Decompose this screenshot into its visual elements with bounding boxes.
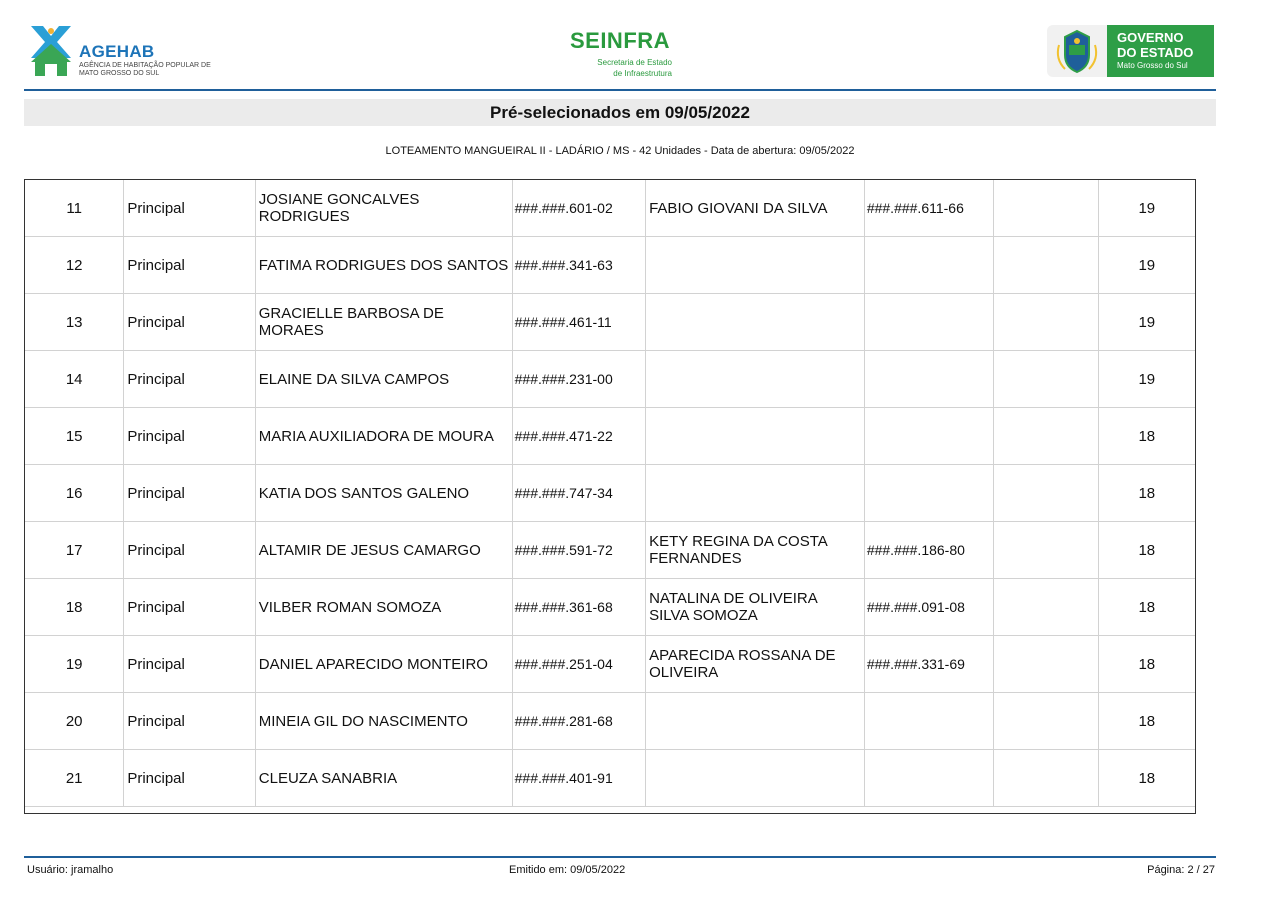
extra-cell	[994, 294, 1098, 351]
row-number: 16	[25, 465, 124, 522]
applicant-cpf: ###.###.251-04	[512, 636, 645, 693]
score: 18	[1098, 693, 1195, 750]
extra-cell	[994, 180, 1098, 237]
applicant-name: DANIEL APARECIDO MONTEIRO	[255, 636, 512, 693]
extra-cell	[994, 693, 1098, 750]
seinfra-logo	[560, 28, 680, 82]
applicant-cpf: ###.###.281-68	[512, 693, 645, 750]
applicant-name: VILBER ROMAN SOMOZA	[255, 579, 512, 636]
spouse-cpf: ###.###.186-80	[864, 522, 993, 579]
agehab-name: AGEHAB	[79, 42, 155, 61]
agehab-emblem-icon	[27, 22, 75, 76]
extra-cell	[994, 750, 1098, 807]
seinfra-line2: de Infraestrutura	[613, 69, 672, 78]
score: 19	[1098, 294, 1195, 351]
page-title: Pré-selecionados em 09/05/2022	[24, 99, 1216, 126]
applicant-group: Principal	[124, 636, 255, 693]
spouse-name: NATALINA DE OLIVEIRA SILVA SOMOZA	[646, 579, 865, 636]
header-divider	[24, 89, 1216, 91]
table-row	[25, 693, 1196, 750]
applicant-group: Principal	[124, 294, 255, 351]
row-number: 20	[25, 693, 124, 750]
spouse-cpf	[864, 351, 993, 408]
applicant-name: GRACIELLE BARBOSA DE MORAES	[255, 294, 512, 351]
applicant-cpf: ###.###.341-63	[512, 237, 645, 294]
spouse-name: APARECIDA ROSSANA DE OLIVEIRA	[646, 636, 865, 693]
spouse-name	[646, 351, 865, 408]
score: 19	[1098, 351, 1195, 408]
table-row	[25, 579, 1196, 636]
extra-cell	[994, 237, 1098, 294]
spouse-name	[646, 750, 865, 807]
applicant-cpf: ###.###.601-02	[512, 180, 645, 237]
seinfra-line1: Secretaria de Estado	[597, 58, 672, 67]
score: 18	[1098, 750, 1195, 807]
seinfra-name: SEINFRA	[569, 28, 671, 53]
applicant-name: ELAINE DA SILVA CAMPOS	[255, 351, 512, 408]
spouse-cpf	[864, 237, 993, 294]
table-row	[25, 522, 1196, 579]
table-row	[25, 351, 1196, 408]
spouse-name	[646, 465, 865, 522]
applicant-group: Principal	[124, 408, 255, 465]
row-number: 17	[25, 522, 124, 579]
applicant-cpf: ###.###.591-72	[512, 522, 645, 579]
score: 18	[1098, 636, 1195, 693]
extra-cell	[994, 408, 1098, 465]
row-number: 12	[25, 237, 124, 294]
score: 18	[1098, 465, 1195, 522]
applicant-cpf: ###.###.461-11	[512, 294, 645, 351]
governo-banner	[1107, 25, 1214, 77]
applicant-group: Principal	[124, 465, 255, 522]
state-coat-of-arms-icon	[1047, 25, 1107, 77]
table-row	[25, 237, 1196, 294]
spouse-cpf: ###.###.611-66	[864, 180, 993, 237]
governo-logo	[1047, 25, 1214, 77]
spouse-name	[646, 294, 865, 351]
row-number: 14	[25, 351, 124, 408]
applicant-group: Principal	[124, 237, 255, 294]
table-row	[25, 408, 1196, 465]
extra-cell	[994, 579, 1098, 636]
score: 19	[1098, 237, 1195, 294]
spouse-cpf	[864, 693, 993, 750]
governo-emblem-box	[1047, 25, 1107, 77]
spouse-cpf: ###.###.091-08	[864, 579, 993, 636]
spouse-name	[646, 693, 865, 750]
extra-cell	[994, 636, 1098, 693]
extra-cell	[994, 351, 1098, 408]
applicant-name: CLEUZA SANABRIA	[255, 750, 512, 807]
table-row	[25, 294, 1196, 351]
row-number: 19	[25, 636, 124, 693]
spouse-name: FABIO GIOVANI DA SILVA	[646, 180, 865, 237]
footer-user: Usuário: jramalho	[27, 864, 114, 876]
spouse-name: KETY REGINA DA COSTA FERNANDES	[646, 522, 865, 579]
applicant-name: MINEIA GIL DO NASCIMENTO	[255, 693, 512, 750]
agehab-logo	[27, 22, 227, 80]
applicant-cpf: ###.###.747-34	[512, 465, 645, 522]
agehab-subtitle: AGÊNCIA DE HABITAÇÃO POPULAR DE MATO GROSSO DO SUL	[79, 62, 211, 77]
selection-table-body	[25, 180, 1196, 807]
applicant-name: KATIA DOS SANTOS GALENO	[255, 465, 512, 522]
governo-title	[1117, 30, 1193, 60]
applicant-group: Principal	[124, 180, 255, 237]
seinfra-subtitle	[560, 57, 680, 79]
spouse-cpf	[864, 750, 993, 807]
applicant-cpf: ###.###.231-00	[512, 351, 645, 408]
score: 18	[1098, 522, 1195, 579]
row-number: 11	[25, 180, 124, 237]
spouse-cpf: ###.###.331-69	[864, 636, 993, 693]
applicant-group: Principal	[124, 693, 255, 750]
applicant-group: Principal	[124, 351, 255, 408]
extra-cell	[994, 465, 1098, 522]
extra-cell	[994, 522, 1098, 579]
selection-table	[24, 179, 1196, 807]
applicant-name: MARIA AUXILIADORA DE MOURA	[255, 408, 512, 465]
spouse-cpf	[864, 294, 993, 351]
governo-line2: DO ESTADO	[1117, 45, 1194, 60]
footer-divider	[24, 856, 1216, 858]
score: 18	[1098, 408, 1195, 465]
applicant-cpf: ###.###.471-22	[512, 408, 645, 465]
footer-page-number: Página: 2 / 27	[1147, 864, 1215, 876]
spouse-name	[646, 408, 865, 465]
spouse-name	[646, 237, 865, 294]
row-number: 18	[25, 579, 124, 636]
table-row	[25, 180, 1196, 237]
table-row	[25, 465, 1196, 522]
spouse-cpf	[864, 465, 993, 522]
page-subtitle: LOTEAMENTO MANGUEIRAL II - LADÁRIO / MS - 42 Unidades - Data de abertura: 09/05/2022	[385, 145, 855, 157]
applicant-group: Principal	[124, 579, 255, 636]
governo-state: Mato Grosso do Sul	[1117, 61, 1188, 70]
applicant-name: FATIMA RODRIGUES DOS SANTOS	[255, 237, 512, 294]
governo-line1: GOVERNO	[1117, 30, 1184, 45]
score: 18	[1098, 579, 1195, 636]
table-row	[25, 750, 1196, 807]
applicant-name: ALTAMIR DE JESUS CAMARGO	[255, 522, 512, 579]
row-number: 15	[25, 408, 124, 465]
row-number: 13	[25, 294, 124, 351]
applicant-group: Principal	[124, 522, 255, 579]
score: 19	[1098, 180, 1195, 237]
table-row	[25, 636, 1196, 693]
applicant-cpf: ###.###.401-91	[512, 750, 645, 807]
applicant-group: Principal	[124, 750, 255, 807]
footer-issued-date: Emitido em: 09/05/2022	[509, 864, 626, 876]
row-number: 21	[25, 750, 124, 807]
applicant-cpf: ###.###.361-68	[512, 579, 645, 636]
applicant-name: JOSIANE GONCALVES RODRIGUES	[255, 180, 512, 237]
spouse-cpf	[864, 408, 993, 465]
